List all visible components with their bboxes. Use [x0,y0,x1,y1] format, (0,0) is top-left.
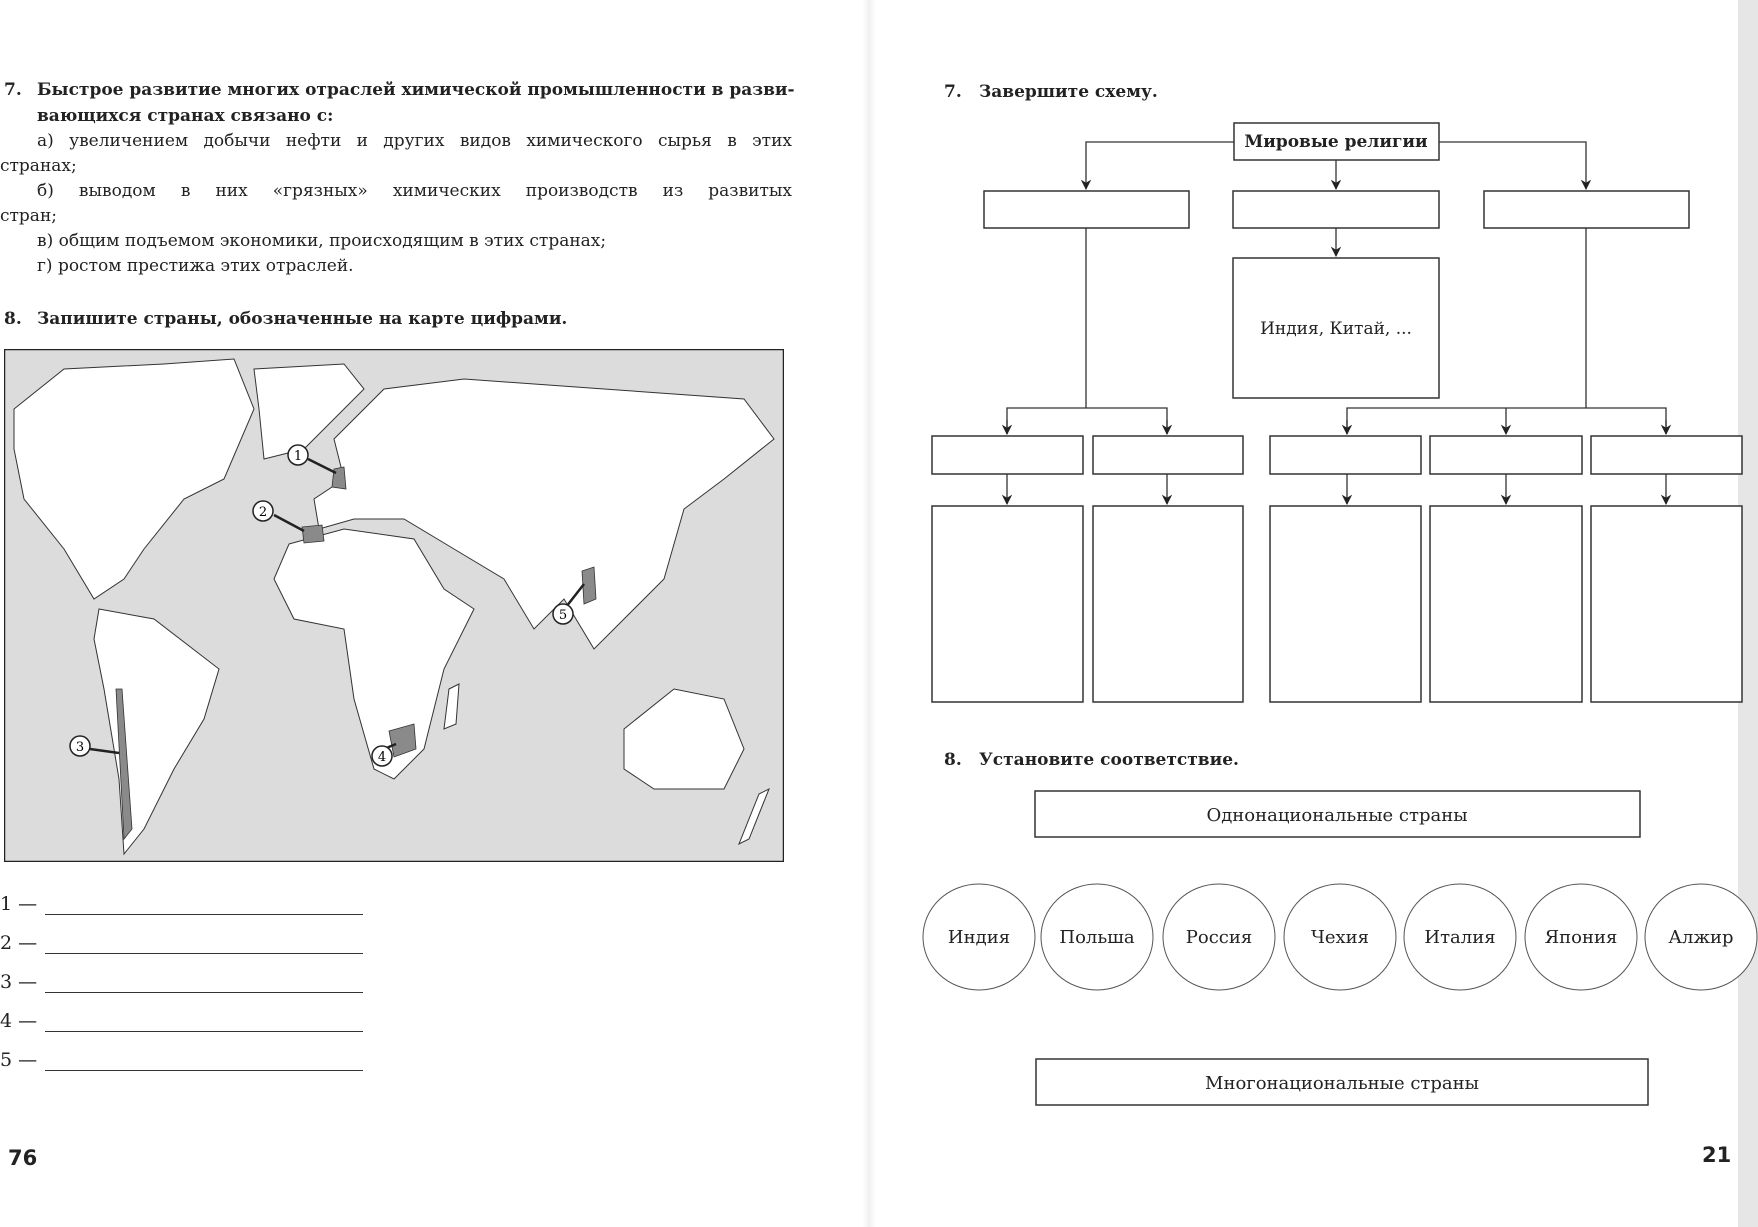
option-b-line1: б) выводом в них «грязных» химических производств из развитых [37,181,792,201]
q7-option-v: в) общим подъемом экономики, происходящим в этих странах; [37,231,607,251]
religion-box-3[interactable] [1484,191,1689,228]
svg-text:Польша: Польша [1059,927,1135,948]
answer-line-4[interactable] [45,1031,363,1032]
religion-box-2[interactable] [1233,191,1439,228]
answer-line-2[interactable] [45,953,363,954]
q7-number: 7. [4,80,22,100]
answer-row-3 [0,971,37,993]
country-circle-russia[interactable] [1163,884,1275,990]
svg-text:4: 4 [377,750,387,765]
q7-option-g: г) ростом престижа этих отраслей. [37,256,354,276]
svg-text:Япония: Япония [1544,927,1618,948]
svg-text:Индия: Индия [947,927,1011,948]
middle-example-label: Индия, Китай, ... [1260,319,1412,339]
country-circle-japan[interactable] [1525,884,1637,990]
page-number-right: 21 [1702,1143,1732,1167]
answer-row-2 [0,932,37,954]
countries-box-3[interactable] [1270,506,1421,702]
q7-text-line1: Быстрое развитие многих отраслей химической промышленности в разви- [37,80,795,100]
option-a-line2: странах; [0,156,77,176]
answer-line-3[interactable] [45,992,363,993]
svg-text:Италия: Италия [1424,927,1496,948]
answer-row-1 [0,893,37,915]
map-marker-3 [70,736,90,756]
answer-line-1[interactable] [45,914,363,915]
svg-text:Алжир: Алжир [1668,927,1734,948]
countries-box-4[interactable] [1430,506,1582,702]
svg-text:3: 3 [75,740,85,755]
q8-number: 8. [4,309,22,329]
q7-right-number: 7. [944,82,962,102]
option-a-line1: а) увеличением добычи нефти и других видов химического сырья в этих [37,131,792,151]
svg-text:Россия: Россия [1185,927,1253,948]
page-number-left: 76 [8,1146,38,1170]
multinational-label: Многонациональные страны [1205,1073,1479,1094]
matching-task [900,780,1758,1120]
country-circle-czechia[interactable] [1284,884,1396,990]
country-circle-india[interactable] [923,884,1035,990]
countries-box-2[interactable] [1093,506,1243,702]
svg-text:5: 5 [558,608,568,623]
mononational-label: Однонациональные страны [1206,805,1468,826]
root-label: Мировые религии [1244,132,1428,152]
connector-left-horizontal [1007,408,1167,434]
q8-right-number: 8. [944,750,962,770]
svg-text:1: 1 [293,449,303,464]
branch-box-5[interactable] [1591,436,1742,474]
answer-row-4 [0,1010,37,1032]
svg-text:Чехия: Чехия [1310,927,1370,948]
branch-box-3[interactable] [1270,436,1421,474]
country-circle-poland[interactable] [1041,884,1153,990]
svg-text:2: 2 [258,505,268,520]
country-circle-italy[interactable] [1404,884,1516,990]
arrow-root-left [1086,142,1234,189]
q7-text-line2: вающихся странах связано с: [37,106,334,126]
answer-label-4: 4 — [0,1010,38,1032]
answer-label-3: 3 — [0,971,38,993]
map-marker-4 [372,746,392,766]
countries-box-1[interactable] [932,506,1083,702]
q7-right-text: Завершите схему. [979,82,1158,102]
answer-label-2: 2 — [0,932,38,954]
q8-text: Запишите страны, обозначенные на карте цифрами. [37,309,568,329]
answer-line-5[interactable] [45,1070,363,1071]
branch-box-4[interactable] [1430,436,1582,474]
branch-box-1[interactable] [932,436,1083,474]
option-b-line2: стран; [0,206,58,226]
answer-row-5 [0,1049,37,1071]
branch-box-2[interactable] [1093,436,1243,474]
q8-right-text: Установите соответствие. [979,750,1239,770]
religion-box-1[interactable] [984,191,1189,228]
country-circle-algeria[interactable] [1645,884,1757,990]
answer-label-1: 1 — [0,893,38,915]
answer-label-5: 5 — [0,1049,38,1071]
countries-box-5[interactable] [1591,506,1742,702]
arrow-root-right [1439,142,1586,189]
